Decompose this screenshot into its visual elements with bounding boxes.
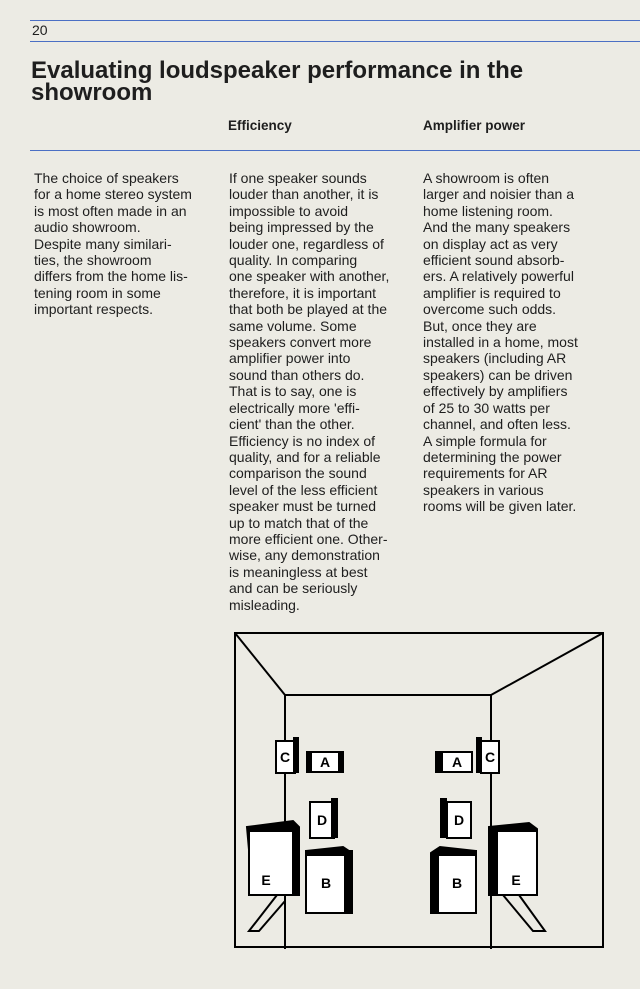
right-speaker-b bbox=[431, 847, 476, 913]
svg-text:E: E bbox=[511, 872, 521, 888]
svg-text:C: C bbox=[279, 749, 291, 765]
left-speaker-c bbox=[276, 738, 298, 773]
right-speaker-e bbox=[489, 823, 537, 895]
showroom-speaker-illustration bbox=[233, 631, 605, 949]
svg-text:A: A bbox=[319, 754, 331, 770]
left-speaker-d bbox=[310, 799, 337, 838]
left-speaker-b bbox=[306, 847, 352, 913]
efficiency-column: If one speaker sounds louder than another, it is impossible to avoid being impressed by the louder one, regardless of quality. In comparing one speaker with another, therefore, it is important that both be played at the same volume. Some speakers convert more amplifier power into sound than others do. That is to say, one is electrically more 'effi- cient' than the other. Efficiency is no index of quality, and for a reliable comparison the sound level of the less efficient speaker must be turned up to match that of the more efficient one. Other- wise, any demonstration is meaningless at best and can be seriously misleading. bbox=[229, 170, 390, 613]
amplifier-power-column: A showroom is often larger and noisier than a home listening room. And the many speakers on display act as very efficient sound absorb- ers. A relatively powerful amplifier is required to overcome such odds. But, once they are installed in a home, most speakers (including AR speakers) can be driven effectively by amplifiers of 25 to 30 watts per channel, and often less. A simple formula for determining the power requirements for AR speakers in various rooms will be given later. bbox=[423, 170, 578, 515]
left-speaker-e bbox=[247, 821, 299, 895]
header-rule bbox=[30, 41, 640, 42]
svg-text:A: A bbox=[451, 754, 463, 770]
svg-text:C: C bbox=[484, 749, 496, 765]
svg-text:B: B bbox=[451, 875, 463, 891]
amplifier-power-heading: Amplifier power bbox=[423, 118, 526, 133]
efficiency-heading: Efficiency bbox=[228, 118, 292, 133]
page-number: 20 bbox=[32, 22, 48, 38]
svg-text:E: E bbox=[261, 872, 271, 888]
left-speaker-a bbox=[307, 752, 343, 772]
page-title: Evaluating loudspeaker performance in the showroom bbox=[31, 57, 524, 106]
top-rule bbox=[30, 20, 640, 21]
illustration-frame bbox=[235, 633, 603, 947]
svg-text:B: B bbox=[320, 875, 332, 891]
intro-column: The choice of speakers for a home stereo system is most often made in an audio showroom. Despite many similari- ties, the showroom differs from the home lis- tening room in some important respects. bbox=[34, 170, 192, 318]
svg-text:D: D bbox=[453, 812, 465, 828]
right-speaker-d bbox=[441, 799, 471, 838]
right-speaker-a bbox=[436, 752, 472, 772]
svg-text:D: D bbox=[316, 812, 328, 828]
right-speaker-c bbox=[477, 738, 499, 773]
section-rule bbox=[30, 150, 640, 151]
